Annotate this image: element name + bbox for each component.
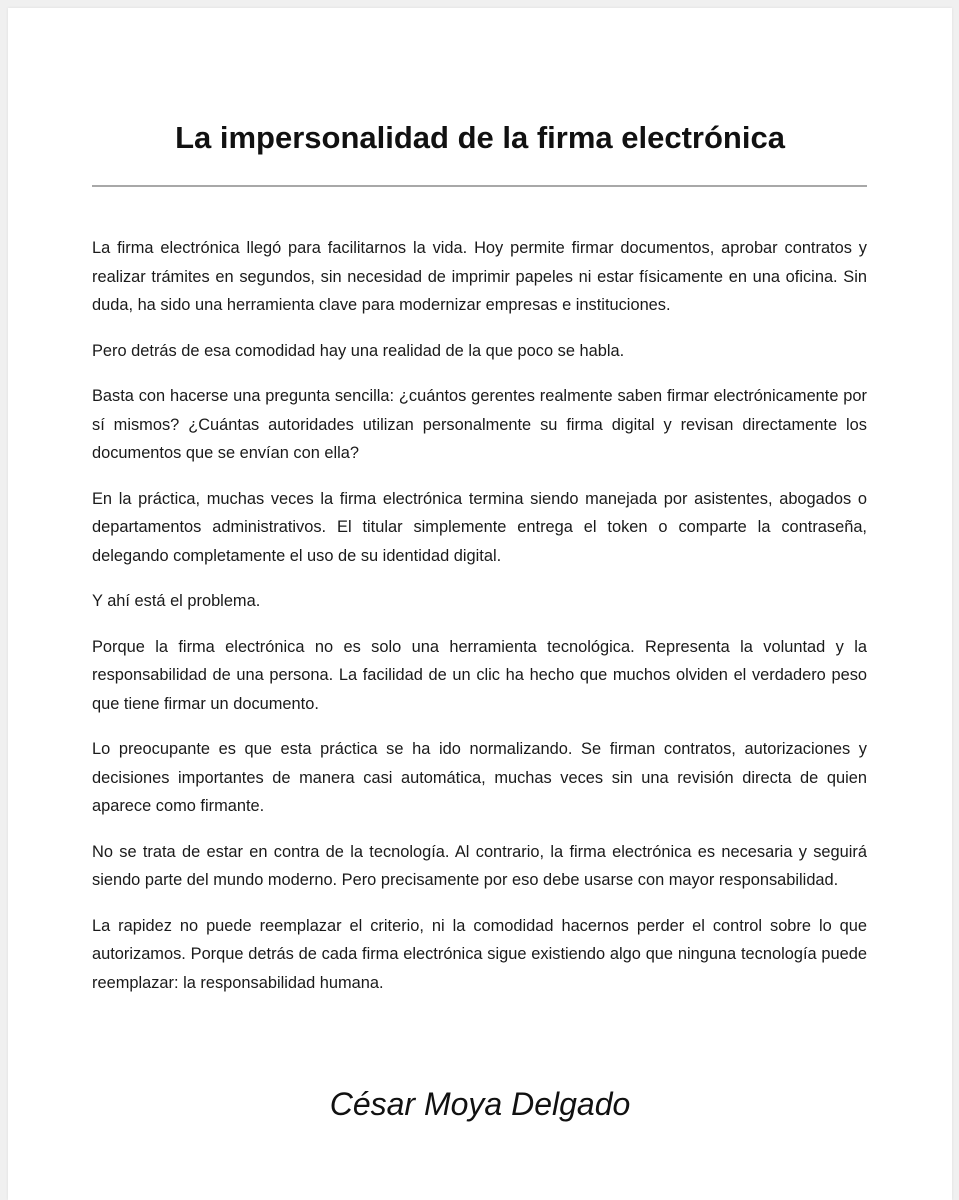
paragraph-1: La firma electrónica llegó para facilitarnos la vida. Hoy permite firmar documentos, aprobar contratos y realizar trámites en segundos, sin necesidad de imprimir papeles ni estar físicamente en una oficina. Sin duda, ha sido una herramienta clave para modernizar empresas e instituciones. [92,239,867,314]
paragraph-7: Lo preocupante es que esta práctica se ha ido normalizando. Se firman contratos, autorizaciones y decisiones importantes de manera casi automática, muchas veces sin una revisión directa de quien aparece como firmante. [92,740,867,815]
title-divider [92,185,867,187]
document-page [8,8,952,1200]
paragraph-6: Porque la firma electrónica no es solo una herramienta tecnológica. Representa la voluntad y la responsabilidad de una persona. La facilidad de un clic ha hecho que muchos olviden el verdadero peso que tiene firmar un documento. [92,637,867,713]
paragraph-9: La rapidez no puede reemplazar el criterio, ni la comodidad hacernos perder el control sobre lo que autorizamos. Porque detrás de cada firma electrónica sigue existiendo algo que ninguna tecnología puede reemplazar: la responsabilidad humana. [92,916,867,992]
paragraph-2: Pero detrás de esa comodidad hay una realidad de la que poco se habla. [92,341,625,360]
paragraph-5: Y ahí está el problema. [92,592,261,610]
document-title: La impersonalidad de la firma electrónica [175,120,785,155]
author-signature: César Moya Delgado [329,1086,631,1122]
paragraph-8: No se trata de estar en contra de la tecnología. Al contrario, la firma electrónica es necesaria y seguirá siendo parte del mundo moderno. Pero precisamente por eso debe usarse con mayor responsabilidad. [92,842,867,889]
paragraph-4: En la práctica, muchas veces la firma electrónica termina siendo manejada por asistentes, abogados o departamentos administrativos. El titular simplemente entrega el token o comparte la contraseña, delegando completamente el uso de su identidad digital. [92,489,867,565]
document-body [92,234,867,1014]
paragraph-3: Basta con hacerse una pregunta sencilla: ¿cuántos gerentes realmente saben firmar electrónicamente por sí mismos? ¿Cuántas autoridades utilizan personalmente su firma digital y revisan directamente los documentos que se envían con ella? [92,387,867,462]
